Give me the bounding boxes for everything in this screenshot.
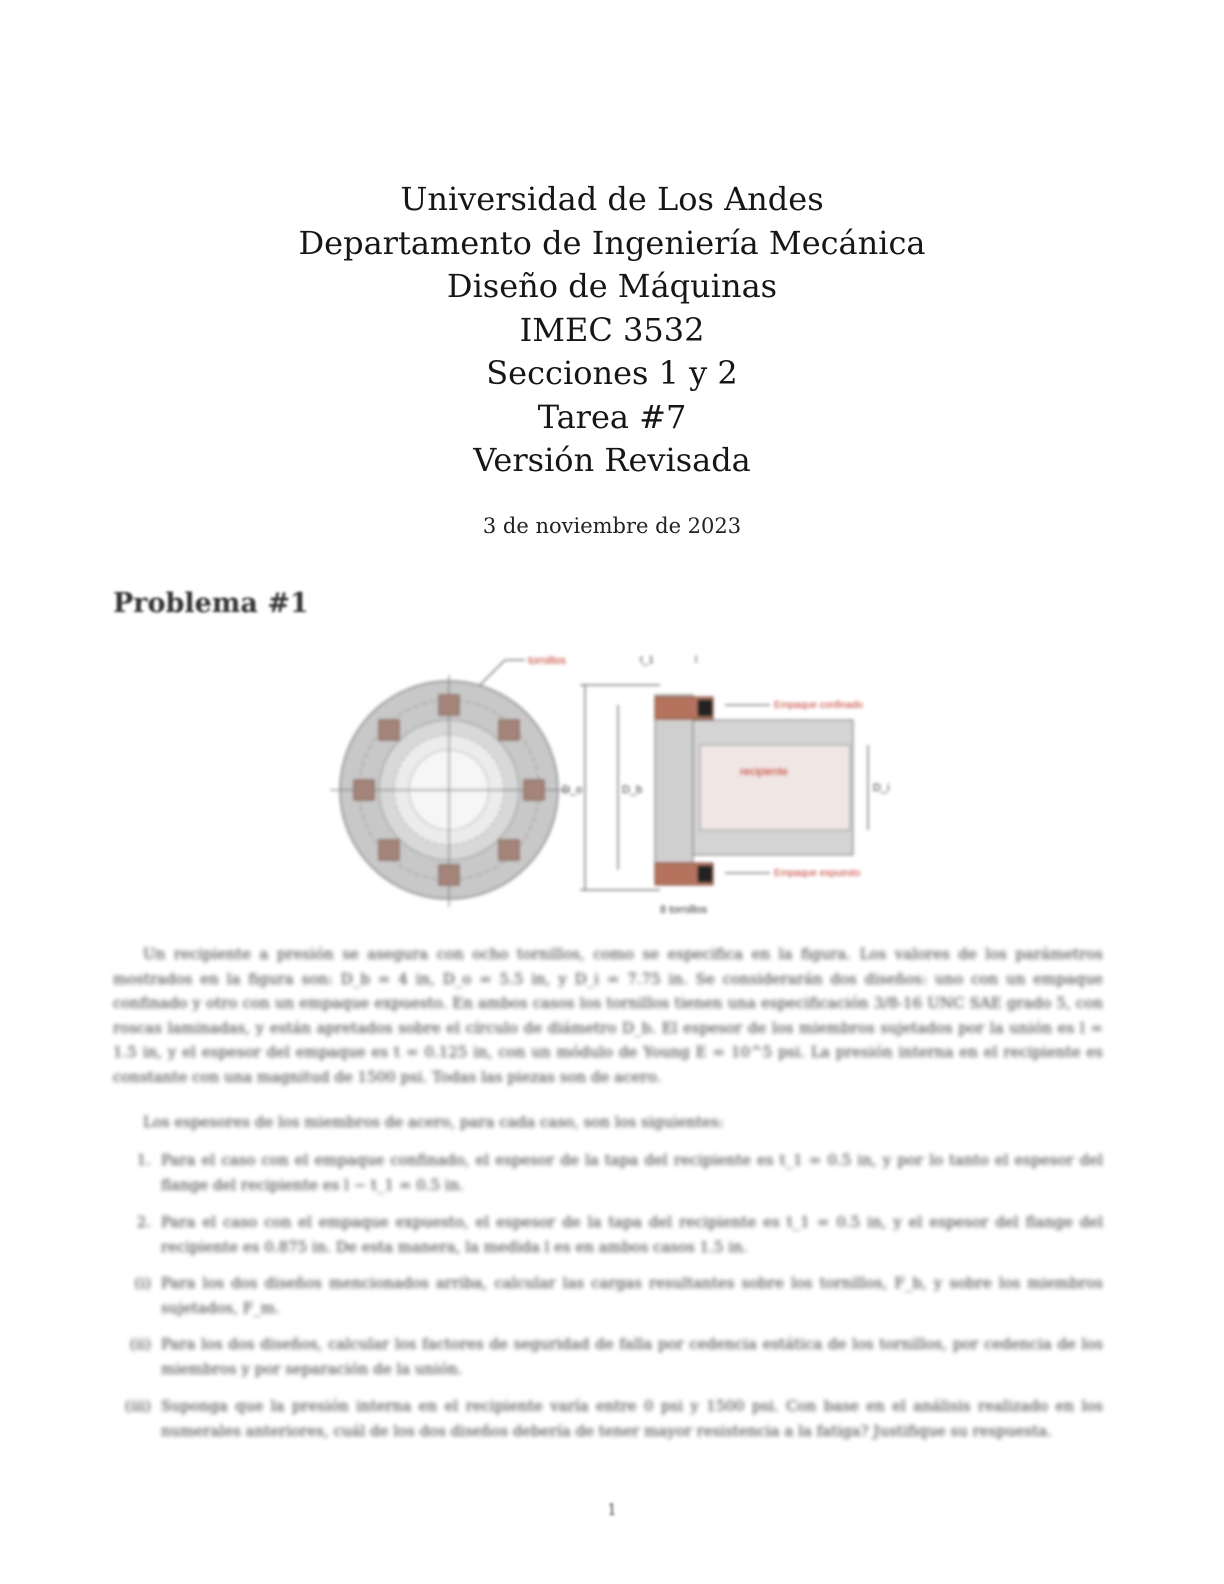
list-item-text: Para los dos diseños, calcular los factores de seguridad de falla por cedencia estática de los tornillos, por cedencia de los miembros y por separación de la unión. — [161, 1335, 1103, 1378]
flange-front-view — [330, 655, 570, 907]
document-header — [0, 178, 1224, 483]
label-bolts: tornillos — [528, 655, 566, 667]
assignment-number: Tarea #7 — [537, 397, 687, 436]
list-item-text: Suponga que la presión interna en el recipiente varía entre 0 psi y 1500 psi. Con base en el análisis realizado en los numerales anteriores, cuál de los dos diseños debería de tener mayor resistencia a la fatiga? Justifique su respuesta. — [161, 1397, 1103, 1440]
version-label: Versión Revisada — [473, 441, 751, 479]
figure-drawing — [300, 645, 920, 925]
course-sections: Secciones 1 y 2 — [486, 354, 738, 392]
dim-db: D_b — [622, 784, 643, 796]
list-item-text: Para el caso con el empaque expuesto, el espesor de la tapa del recipiente es t_1 = 0.5 in, y el espesor del flange del recipiente es 0.875 in. De esta manera, la medida l es en ambos casos 1.5 in. — [161, 1213, 1103, 1256]
university-name: Universidad de Los Andes — [400, 180, 824, 218]
course-code: IMEC 3532 — [519, 310, 705, 349]
flange-section-view — [562, 655, 890, 916]
department-name: Departamento de Ingeniería Mecánica — [298, 223, 926, 262]
page-number: 1 — [606, 1500, 618, 1519]
list-item-text: Para el caso con el empaque confinado, el espesor de la tapa del recipiente es t_1 = 0.5 in, y por lo tanto el espesor del flange del recipiente es l − t_1 = 0.5 in. — [161, 1151, 1103, 1194]
thickness-intro: Los espesores de los miembros de acero, para cada caso, son los siguientes: — [143, 1113, 724, 1131]
label-confined-gasket: Empaque confinado — [774, 700, 863, 711]
dim-di: D_i — [873, 782, 890, 794]
list-item-marker: 2. — [136, 1213, 151, 1231]
document-date: 3 de noviembre de 2023 — [482, 514, 742, 538]
label-vessel: recipiente — [740, 766, 788, 778]
dim-total: 8 tornillos — [660, 904, 708, 916]
problem-title: Problema #1 — [113, 588, 309, 619]
course-name: Diseño de Máquinas — [446, 267, 778, 305]
list-item-marker: (i) — [134, 1274, 151, 1292]
dim-l: l — [695, 655, 698, 666]
dim-do: D_o — [562, 784, 583, 796]
list-item-text: Para los dos diseños mencionados arriba, calcular las cargas resultantes sobre los tornillos, F_b, y sobre los miembros sujetados, F_m. — [161, 1274, 1103, 1317]
dim-t1: t_1 — [640, 655, 654, 666]
problem-statement: Un recipiente a presión se asegura con ocho tornillos, como se especifica en la figura. Los valores de los parámetros mostrados en la figura son: D_b = 4 in, D_o = 5.5 in, y D_i = 7.75 in. Se considerarán dos diseños: uno con un empaque confinado y otro con un empaque expuesto. En ambos casos los tornillos tienen una especificación 3/8-16 UNC SAE grado 5, con roscas laminadas, y están apretados sobre el círculo de diámetro D_b. El espesor de los miembros sujetados por la unión es l = 1.5 in, y el espesor del empaque es t = 0.125 in, con un módulo de Young E = 10^5 psi. La presión interna en el recipiente es constante con una magnitud de 1500 psi. Todas las piezas son de acero. — [113, 945, 1103, 1086]
list-item-marker: 1. — [136, 1151, 151, 1169]
list-item-marker: (ii) — [129, 1335, 151, 1353]
list-item-marker: (iii) — [124, 1397, 151, 1415]
pressure-vessel-figure — [300, 645, 920, 925]
label-exposed-gasket: Empaque expuesto — [774, 868, 861, 879]
